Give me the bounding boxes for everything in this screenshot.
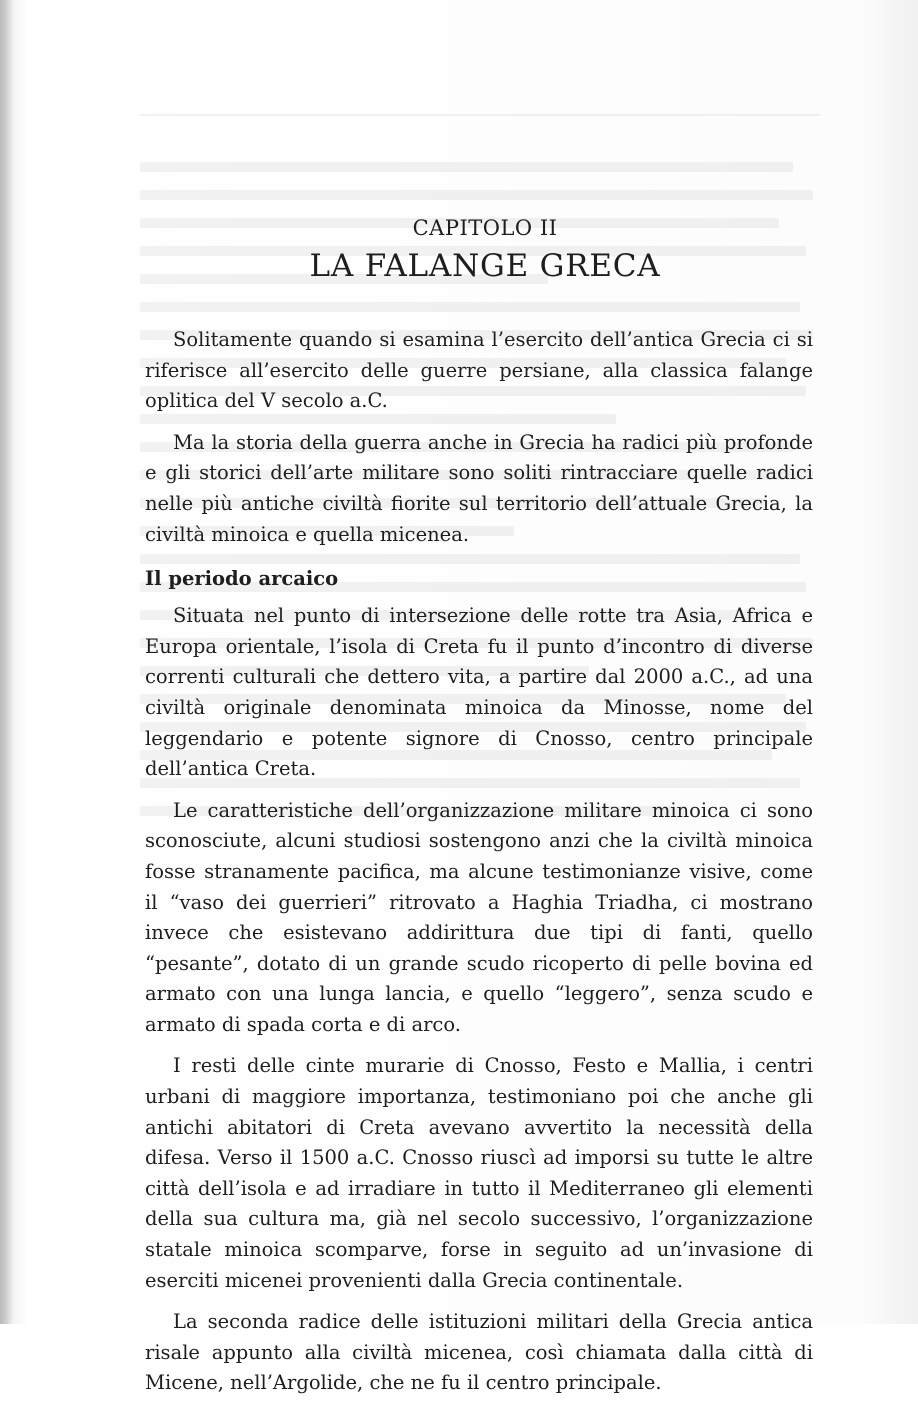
section-paragraph-3: I resti delle cinte murarie di Cnosso, Festo e Mallia, i centri urbani di maggiore importanza, testimoniano poi che anche gli antichi abitatori di Creta avevano avvertito la necessità della difesa. Verso il 1500 a.C. Cnosso riuscì ad imporsi su tutte le altre città dell’isola e ad irradiare in tutto il Mediterraneo gli elementi della sua cultura ma, già nel secolo successivo, l’organizzazione statale minoica scomparve, forse in seguito ad un’invasione di eserciti micenei provenienti dalla Grecia continentale.: [145, 1054, 813, 1292]
page-gutter-shadow: [0, 0, 14, 1324]
bleed-header-rule: [140, 114, 820, 116]
intro-paragraph-1: Solitamente quando si esamina l’esercito dell’antica Grecia ci si riferisce all’esercito delle guerre persiane, alla classica falange oplitica del V secolo a.C.: [145, 328, 813, 413]
chapter-label: CAPITOLO II: [412, 216, 558, 240]
intro-paragraph-2: Ma la storia della guerra anche in Grecia ha radici più profonde e gli storici dell’arte militare sono soliti rintracciare quelle radici nelle più antiche civiltà fiorite sul territorio dell’attuale Grecia, la civiltà minoica e quella micenea.: [145, 430, 813, 546]
page-content: [145, 215, 813, 1410]
chapter-title: LA FALANGE GRECA: [309, 248, 661, 284]
section-paragraph-1: Situata nel punto di intersezione delle rotte tra Asia, Africa e Europa orientale, l’isola di Creta fu il punto d’incontro di diverse correnti culturali che dettero vita, a partire dal 2000 a.C., ad una civiltà originale denominata minoica da Minosse, nome del leggendario e potente signore di Cnosso, centro principale dell’antica Creta.: [145, 604, 813, 781]
section-paragraph-2: Le caratteristiche dell’organizzazione militare minoica ci sono sconosciute, alcuni studiosi sostengono anzi che la civiltà minoica fosse stranamente pacifica, ma alcune testimonianze visive, come il “vaso dei guerrieri” ritrovato a Haghia Triadha, ci mostrano invece che esistevano addirittura due tipi di fanti, quello “pesante”, dotato di un grande scudo ricoperto di pelle bovina ed armato con una lunga lancia, e quello “leggero”, senza scudo e armato di spada corta e di arco.: [145, 798, 813, 1036]
section-heading: Il periodo arcaico: [145, 567, 339, 591]
section-paragraph-4: La seconda radice delle istituzioni militari della Grecia antica risale appunto alla civiltà micenea, così chiamata dalla città di Micene, nell’Argolide, che ne fu il centro principale.: [145, 1310, 813, 1395]
